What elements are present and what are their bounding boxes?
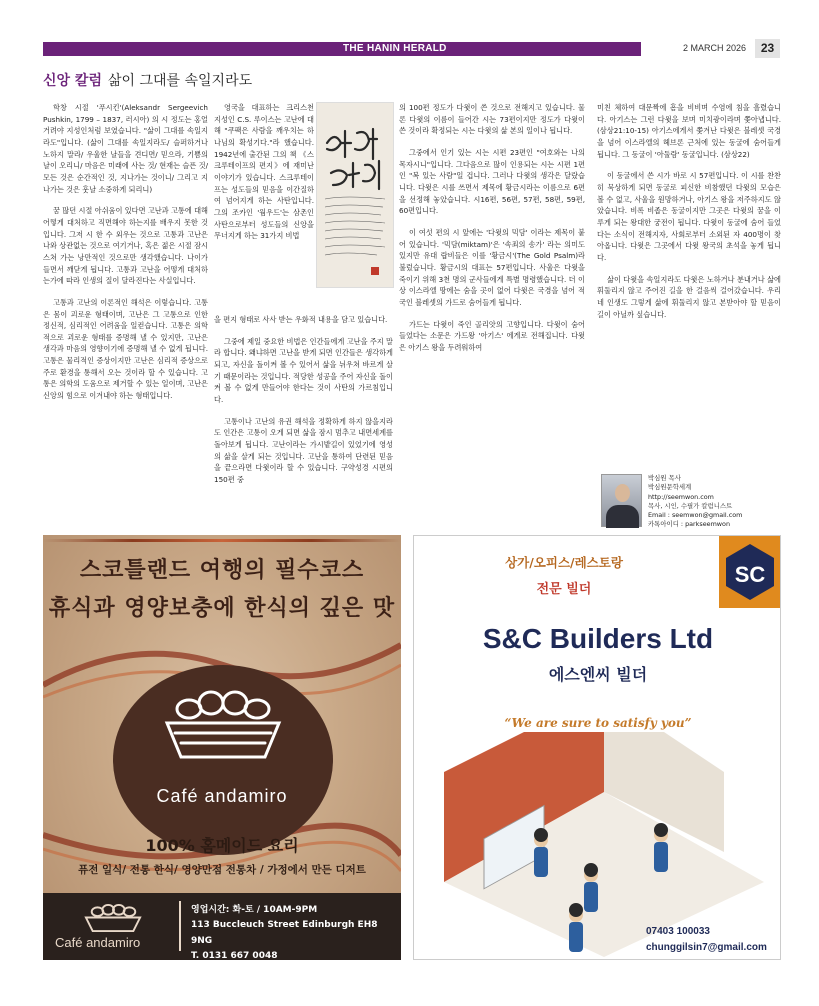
- author-photo: [601, 474, 642, 527]
- sc-logo-icon: [719, 536, 781, 608]
- issue-date: 2 MARCH 2026: [683, 43, 747, 53]
- publication-name: THE HANIN HERALD: [343, 43, 447, 54]
- author-info: [648, 474, 742, 530]
- cafe-footer-logo: Café andamiro: [55, 935, 141, 950]
- sc-tagline-2: 전문 빌더: [536, 582, 592, 597]
- sc-tagline-1: 상가/오피스/레스토랑: [505, 555, 623, 570]
- cafe-basket-logo-icon: [161, 685, 285, 765]
- paragraph: 영국을 대표하는 크리스천 지성인 C.S. 루이스는 고난에 대해 "쿠팩은 사람을 깨우치는 하나님의 확성기다."라 했습니다. 1942년에 출간된 그의 책 《스크루테이프의 편지》에 재미난 이야기가 있습니다. 스크루테이프는 성도들의 믿음을 이간질하여 넘어지게 하는 사탄입니다. 그의 조카인 '웜우드'는 삼촌인 사탄으로부터 성도들의 신앙을 무너지게 하는 31가지 비법: [214, 103, 314, 241]
- page-number: 23: [755, 39, 780, 58]
- paragraph: 꿈 많던 시절 아쉬움이 있다면 고난과 고통에 대해 어떻게 대처하고 직면해야 하는지를 배우지 못한 것입니다. 그저 시 한 수 외우는 것으로 고통과 고난은 나와 상관없는 것으로 여기거나, 혹은 젊은 시절 잠시 스쳐 가는 낭만적인 것으로만 생각했습니다. 나이가 들면서 깨닫게 됩니다. 고통과 고난을 어떻게 대처하는가에 따라 인생의 질이 달라진다는 사실입니다.: [43, 206, 208, 286]
- article-column-3: [399, 102, 585, 510]
- cafe-hours: 영업시간: 화-토 / 10AM-9PM: [191, 905, 318, 915]
- author-line: 카톡아이디 : parkseemwon: [648, 520, 730, 529]
- sc-phone[interactable]: 07403 100033: [646, 926, 710, 937]
- calligraphy-image: [316, 102, 394, 288]
- article-column-4: [597, 102, 781, 442]
- author-website[interactable]: http://seemwon.com: [648, 492, 714, 501]
- author-email[interactable]: Email : seemwon@gmail.com: [648, 511, 743, 520]
- sc-contact: [646, 924, 767, 955]
- svg-text:SC: SC: [734, 562, 766, 587]
- sc-email[interactable]: chunggilsin7@gmail.com: [646, 941, 767, 953]
- sc-builders-ad[interactable]: [413, 535, 781, 960]
- paragraph: 이 여섯 편의 시 앞에는 '다윗의 믹담' 이라는 제목이 붙어 있습니다. '믹담(miktam)'은 '속죄의 송가' 라는 의미도 있지만 유대 랍비들은 이를 '황금시'(The Gold Psalm)라 불렀습니다. 황금시의 대표는 57편입니다. 사울은 다윗을 죽이기 위해 3천 명의 군사들에게 특별 명령했습니다. 더 이상 이스라엘 땅에는 숨을 곳이 없어 다윗은 국경을 넘어 적국인 블레셋의 가드로 숨어들게 됩니다.: [399, 227, 585, 307]
- cafe-andamiro-ad[interactable]: [43, 535, 401, 960]
- decor-stripe: [43, 539, 401, 542]
- paragraph: 그중에서 인기 있는 시는 시편 23편인 "여호와는 나의 목자시니"입니다. 그다음으로 많이 인용되는 시는 시편 1편인 "복 있는 사람"일 겁니다. 그러나 다윗의 생각은 달랐습니다. 다윗은 시를 쓰면서 제목에 황금시라는 이름으로 6편을 선정해 놓았습니다. 시16편, 56편, 57편, 58편, 59편, 60편입니다.: [399, 147, 585, 216]
- cafe-phone[interactable]: T. 0131 667 0048: [191, 950, 278, 960]
- author-name: 박심원 목사: [648, 474, 681, 482]
- paragraph: 가드는 다윗이 죽인 골리앗의 고향입니다. 다윗이 숨어 들었다는 소문은 가드왕 '아기스' 에게로 전해집니다. 다윗은 아기스 왕을 두려워하여: [399, 319, 585, 352]
- paragraph: 이 동굴에서 쓴 시가 바로 시 57편입니다. 이 시를 찬찬히 묵상하게 되면 동굴로 피신한 비참했던 다윗의 모습은 볼 수 없고, 사울을 원망하거나, 아기스 왕을 저주하지도 않았습니다. 비록 비좁은 동굴이지만 그곳은 다윗의 꿈을 이루게 되는 왕대한 궁전이 됩니다. 다윗이 동굴에 숨어 들었다는 소식이 전해지자, 사회로부터 소외된 자 400명이 찾아옵니다. 다윗은 그곳에서 다윗 왕국의 초석을 놓게 됩니다.: [597, 171, 781, 262]
- paragraph: 삶이 다윗을 속일지라도 다윗은 노하거나 분내거나 삶에 휘둘리지 않고 주어진 길을 한 걸음씩 걸어갔습니다. 우리네 인생도 그렇게 삶에 휘둘리지 않고 본받아야 할 믿음이 길이 아닐까 싶습니다.: [597, 274, 781, 319]
- sc-company-name: S&C Builders Ltd: [482, 623, 714, 654]
- headline: 삶이 그대를 속일지라도: [107, 73, 253, 89]
- paragraph: 미친 체하여 대문짝에 흠을 비비며 수염에 침을 흘렸습니다. 아기스는 그런 다윗을 보며 미치광이라며 쫓아냅니다. (삼상21:10-15) 아기스에게서 쫓겨난 다윗은 블레셋 국경을 넘어 이스라엘의 헤브론 근처에 있는 동굴에 숨어들게 됩니다. 그 동굴이 '아둘람' 동굴입니다. (삼상22): [597, 103, 781, 159]
- author-box: [601, 474, 781, 532]
- author-line: 목사, 시인, 수필가 칼럼니스트: [648, 501, 733, 510]
- cafe-headline-2: 휴식과 영양보충에 한식의 깊은 맛: [48, 595, 396, 621]
- paragraph: 고통이나 고난의 유권 해석을 정확하게 하지 않을지라도 인간은 고통이 오게 되면 삶을 잠시 멈추고 내면세계를 돌아보게 됩니다. 고난이라는 가시밭길이 있었기에 영성의 삶을 살게 되는 것입니다. 고난을 통하여 단련된 믿음을 끝으라면 다윗이라 할 수 있습니다. 구약성경 시편의 150편 중: [214, 416, 393, 484]
- article-column-1: [43, 102, 208, 510]
- cafe-footer: [43, 893, 401, 960]
- paragraph: 학창 시절 '푸시킨'(Aleksandr Sergeevich Pushkin, 1799 – 1837, 러시아) 의 시 정도는 홍얼거려야 지성인처럼 보였습니다. "삶이 그대를 속일지라도"입니다. (삶이 그대를 속일지라도/ 슬퍼하거나 노하지 말라/ 우울한 날들을 견디면/ 믿으라, 기쁨의 날이 오리니/ 마음은 미래에 사는 것/ 현재는 슬픈 것/ 모든 것은 순간적인 것, 지나가는 것이니/ 그리고 지나가는 것은 훗날 소중하게 되리니): [43, 103, 208, 194]
- paragraph: 의 100편 정도가 다윗이 쓴 것으로 전해지고 있습니다. 물론 다윗의 이름이 들어간 시는 73편이지만 정도가 다윗이 쓴 것이라 확정되는 시는 다윗의 삶 본의 일이나 됩니다.: [399, 103, 585, 136]
- cafe-menu-desc: 퓨전 일식/ 전통 한식/ 영양만점 전통차 / 가정에서 만든 디저트: [78, 864, 366, 876]
- sc-slogan: “We are sure to satisfy you”: [504, 716, 692, 730]
- sc-korean-name: 에스엔씨 빌더: [548, 665, 648, 684]
- cafe-headline-1: 스코틀랜드 여행의 필수코스: [79, 557, 365, 583]
- article-title: [43, 70, 252, 90]
- section-label: 신앙 칼럼: [43, 73, 102, 89]
- author-line: 박심원문학세계: [648, 483, 692, 492]
- cafe-address: 113 Buccleuch Street Edinburgh EH8 9NG: [191, 920, 378, 946]
- calligraphy-drawing: [317, 103, 394, 288]
- paragraph: 을 편지 형태로 사사 받는 우화적 내용을 담고 있습니다.: [214, 315, 388, 324]
- cafe-logo-name: Café andamiro: [156, 786, 288, 806]
- paragraph: 그중에 제일 중요한 비법은 인간들에게 고난을 주지 말라 합니다. 왜냐하면 고난을 받게 되면 인간들은 생각하게 되고, 자신을 돌이켜 볼 수 있어서 삶을 뉘우쳐 바르게 살기 때문이라는 것입니다. 적당한 성공을 주어 자신을 돌이켜 볼 수 없게 만들어야 한다는 것이 사탄의 가르침입니다.: [214, 336, 393, 404]
- paragraph: 고통과 고난의 이론적인 해석은 이렇습니다. 고통은 몸이 괴로운 형태이며, 고난은 그 고통으로 인한 정신적, 심리적인 어려움을 일컫습니다. 고통은 의학적으로 괴로운 형태를 증명해 낼 수 있지만, 고난은 생각과 마음의 영향이기에 증명해 낼 수 없게 됩니다. 고통은 물리적인 증상이지만 고난은 심리적 증상으로 주로 환경을 통해서 오는 것이라 할 수 있습니다. 고통은 의학의 도움으로 제거할 수 있는 일이며, 고난은 신앙의 힘으로 이겨내야 하는 형태입니다.: [43, 297, 208, 401]
- cafe-footer-logo-icon: [83, 903, 143, 933]
- header-bar: [43, 42, 641, 56]
- cafe-info: [191, 903, 401, 960]
- page-header: [43, 39, 780, 58]
- cafe-homemade: 100% 홈메이드 요리: [145, 836, 299, 855]
